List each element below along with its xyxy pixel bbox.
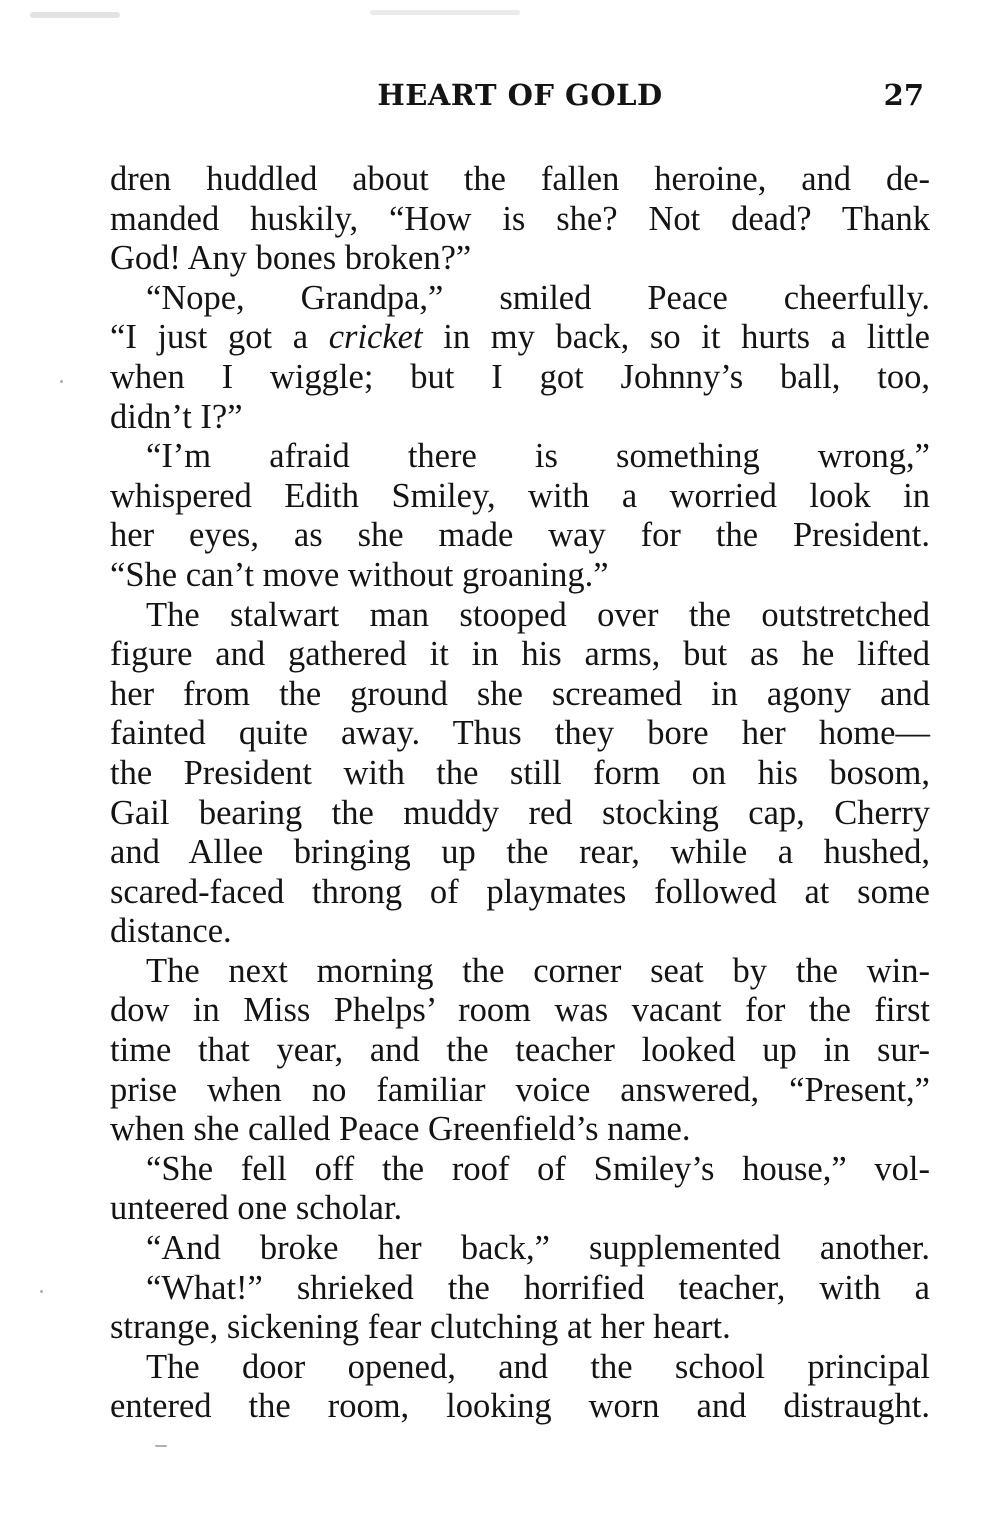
text-line: when I wiggle; but I got Johnny’s ball, too, <box>110 357 930 396</box>
text-line: The next morning the corner seat by the win- <box>146 951 930 990</box>
body-text <box>110 160 930 1427</box>
text-line: when she called Peace Greenfield’s name. <box>110 1110 691 1149</box>
text-line: dow in Miss Phelps’ room was vacant for the first <box>110 991 930 1030</box>
scan-speck <box>60 380 63 383</box>
text-line: didn’t I?” <box>110 397 243 436</box>
paragraph-5 <box>110 952 930 1150</box>
text-line: entered the room, looking worn and distraught. <box>110 1387 930 1426</box>
text-line: dren huddled about the fallen heroine, and de- <box>110 160 930 198</box>
text-line: whispered Edith Smiley, with a worried look in <box>110 476 930 515</box>
running-title: HEART OF GOLD <box>377 78 663 112</box>
paragraph-3 <box>110 437 930 595</box>
text-line: God! Any bones broken?” <box>110 239 472 278</box>
paragraph-2 <box>110 279 930 437</box>
running-head <box>110 78 930 118</box>
paragraph-9 <box>110 1348 930 1427</box>
paragraph-4 <box>110 596 930 952</box>
text-line: fainted quite away. Thus they bore her home— <box>110 714 930 753</box>
text-line: The door opened, and the school principal <box>146 1347 930 1386</box>
text-line: the President with the still form on his bosom, <box>110 753 930 792</box>
italic-word: cricket <box>328 318 423 357</box>
scan-speck <box>155 1445 167 1447</box>
text-line: “I’m afraid there is something wrong,” <box>146 437 930 476</box>
text-line: her from the ground she screamed in agony and <box>110 674 930 713</box>
text-line: scared-faced throng of playmates followed at some <box>110 872 930 911</box>
text-line: “She fell off the roof of Smiley’s house,” vol- <box>146 1149 930 1188</box>
text-line: prise when no familiar voice answered, “Present,” <box>110 1070 930 1109</box>
text-line: strange, sickening fear clutching at her heart. <box>110 1308 731 1347</box>
text-line: “Nope, Grandpa,” smiled Peace cheerfully. <box>146 278 930 317</box>
text-line: The stalwart man stooped over the outstretched <box>146 595 930 634</box>
scan-speck <box>40 1290 43 1293</box>
text-line: “I just got a cricket in my back, so it hurts a little <box>110 318 930 357</box>
paragraph-7 <box>110 1229 930 1269</box>
paragraph-6 <box>110 1150 930 1229</box>
text-line: “What!” shrieked the horrified teacher, with a <box>146 1268 930 1307</box>
text-line: time that year, and the teacher looked up in sur- <box>110 1031 930 1070</box>
scan-speck <box>370 10 520 15</box>
text-line: and Allee bringing up the rear, while a hushed, <box>110 833 930 872</box>
text-line: her eyes, as she made way for the President. <box>110 516 930 555</box>
paragraph-1 <box>110 160 930 279</box>
page-number: 27 <box>883 78 924 112</box>
text-line: manded huskily, “How is she? Not dead? Thank <box>110 199 930 238</box>
text-line: “And broke her back,” supplemented another. <box>146 1229 930 1268</box>
text-line: unteered one scholar. <box>110 1189 403 1228</box>
scan-speck <box>30 12 120 18</box>
text-line: “She can’t move without groaning.” <box>110 555 609 594</box>
text-line: figure and gathered it in his arms, but as he lifted <box>110 635 930 674</box>
text-line: Gail bearing the muddy red stocking cap, Cherry <box>110 793 930 832</box>
paragraph-8 <box>110 1269 930 1348</box>
text-line: distance. <box>110 912 232 951</box>
